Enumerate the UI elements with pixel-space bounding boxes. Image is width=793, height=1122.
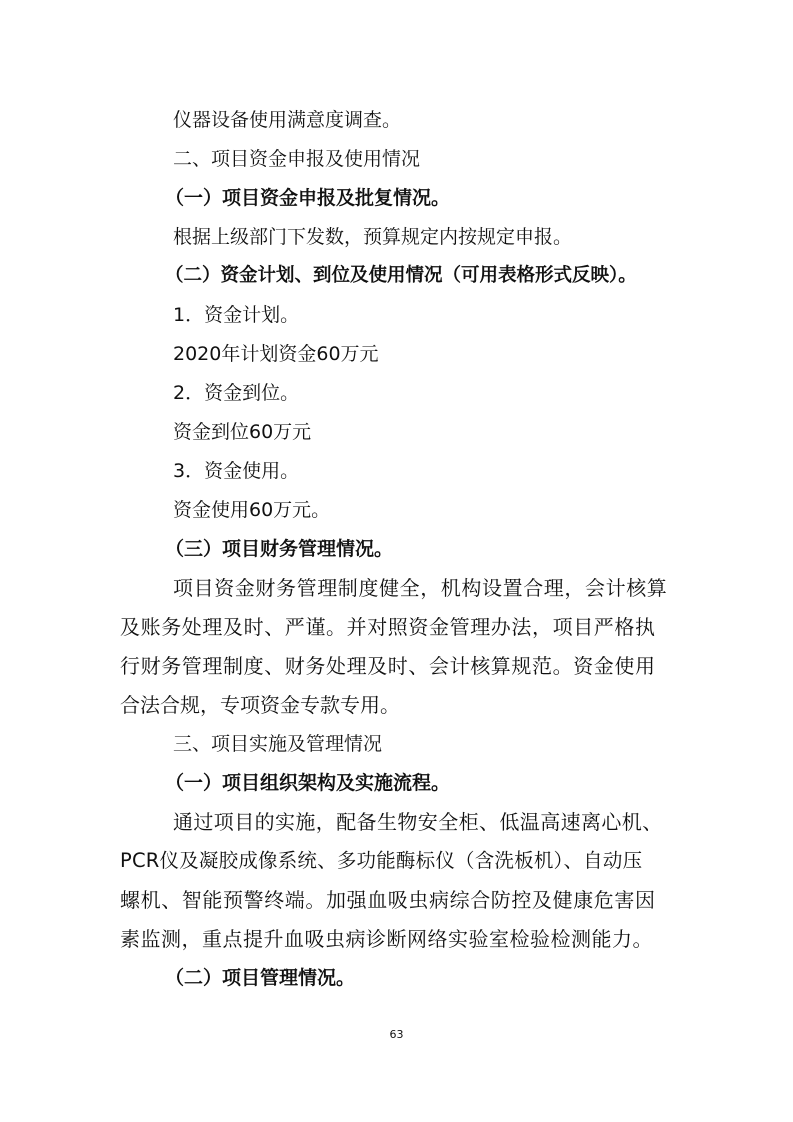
text-line: 素监测，重点提升血吸虫病诊断网络实验室检验检测能力。 <box>120 927 653 951</box>
text-line: 1．资金计划。 <box>173 304 300 326</box>
section-heading: 二、项目资金申报及使用情况 <box>173 148 421 170</box>
subsection-heading: （一）项目资金申报及批复情况。 <box>165 187 451 209</box>
text-line: 3．资金使用。 <box>173 460 300 482</box>
text-line: 螺机、智能预警终端。加强血吸虫病综合防控及健康危害因 <box>120 888 656 912</box>
subsection-heading: （三）项目财务管理情况。 <box>165 538 394 560</box>
text-line: 资金到位60万元 <box>173 421 312 443</box>
text-line: 通过项目的实施，配备生物安全柜、低温高速离心机、 <box>173 810 663 834</box>
text-line: 仪器设备使用满意度调查。 <box>173 109 402 131</box>
text-line: 2．资金到位。 <box>173 382 300 404</box>
text-line: 根据上级部门下发数，预算规定内按规定申报。 <box>173 226 573 248</box>
text-line: 及账务处理及时、严谨。并对照资金管理办法，项目严格执 <box>120 615 656 639</box>
section-heading: 三、项目实施及管理情况 <box>173 733 383 755</box>
subsection-heading: （二）资金计划、到位及使用情况（可用表格形式反映）。 <box>165 265 637 286</box>
text-line: PCR仪及凝胶成像系统、多功能酶标仪（含洗板机）、自动压 <box>120 849 643 872</box>
subsection-heading: （二）项目管理情况。 <box>165 967 356 989</box>
page-number: 63 <box>389 1028 404 1041</box>
text-line: 2020年计划资金60万元 <box>173 343 379 365</box>
text-line: 行财务管理制度、财务处理及时、会计核算规范。资金使用 <box>120 654 656 678</box>
text-line: 项目资金财务管理制度健全，机构设置合理，会计核算 <box>173 576 668 600</box>
text-line: 合法合规，专项资金专款专用。 <box>120 693 400 717</box>
text-line: 资金使用60万元。 <box>173 499 331 521</box>
subsection-heading: （一）项目组织架构及实施流程。 <box>165 772 451 794</box>
